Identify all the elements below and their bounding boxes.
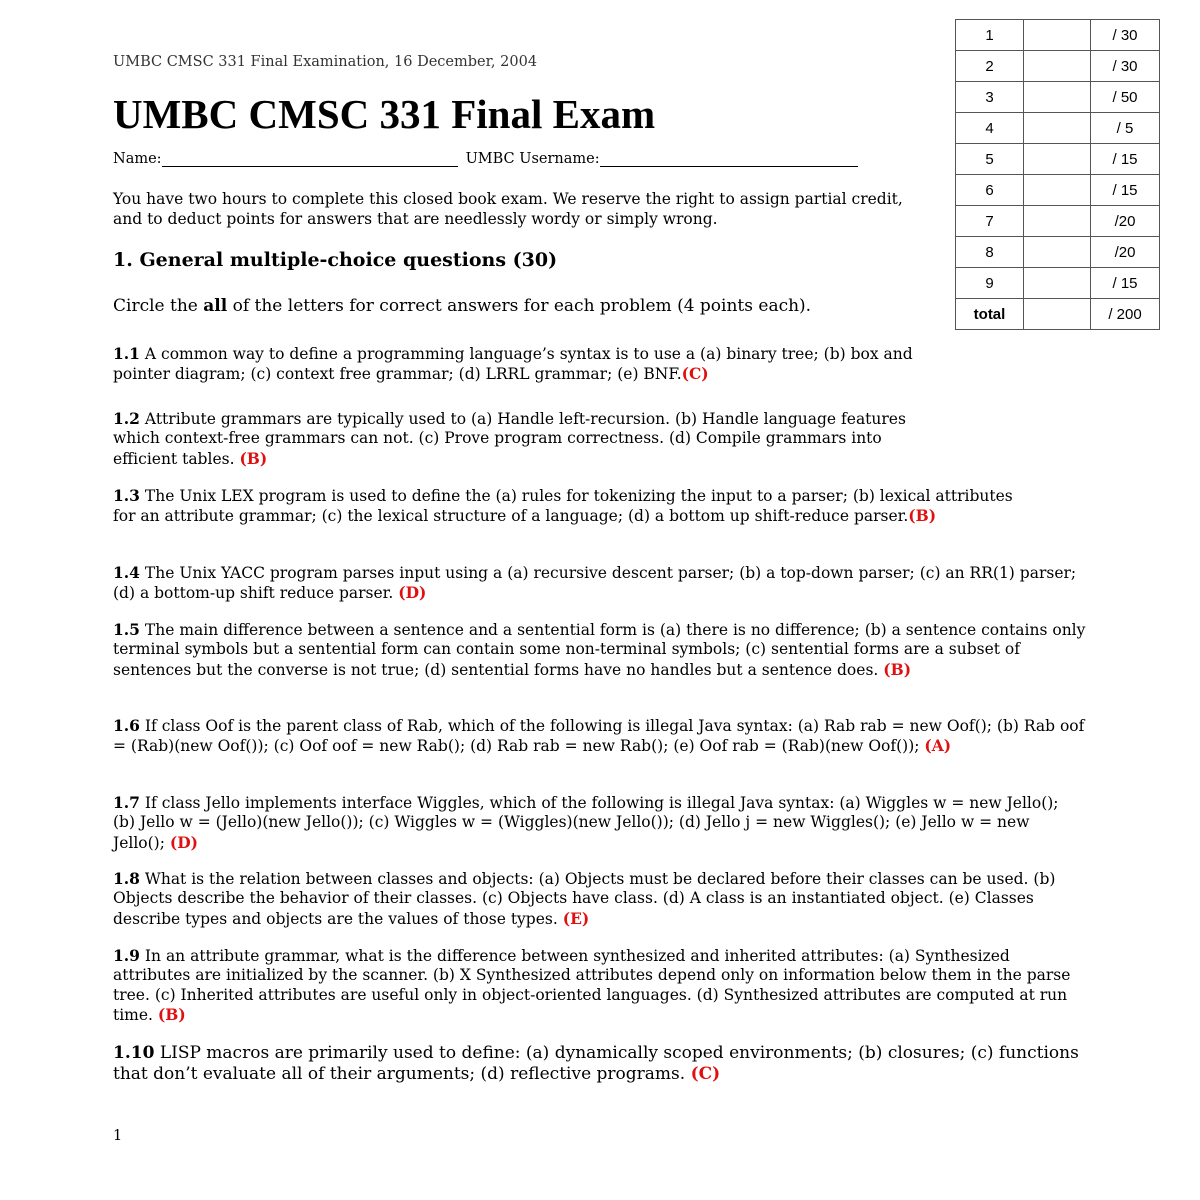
answer-mark: (A) bbox=[924, 736, 952, 756]
question-1-5: 1.5 The main difference between a sentence and a sentential form is (a) there is no difference; (b) a sentence contains only terminal symbols but a sentential form can contain some non-terminal symbols; (c) sentential forms are a subset of sentences but the converse is not true; (d) sentential forms have no handles but a sentence does. (B) bbox=[113, 620, 1086, 679]
instruction-post: of the letters for correct answers for each problem (4 points each). bbox=[227, 296, 812, 316]
max-points-cell: / 15 bbox=[1091, 144, 1160, 175]
instruction-pre: Circle the bbox=[113, 296, 204, 316]
score-entry-cell bbox=[1024, 175, 1091, 206]
score-entry-cell bbox=[1024, 206, 1091, 237]
question-number-cell: 1 bbox=[956, 20, 1024, 51]
name-blank bbox=[162, 152, 458, 167]
score-entry-cell bbox=[1024, 144, 1091, 175]
score-row bbox=[956, 299, 1160, 330]
answer-mark: (B) bbox=[157, 1004, 186, 1024]
score-row bbox=[956, 51, 1160, 82]
name-label: Name: bbox=[113, 151, 162, 167]
question-number-cell: 2 bbox=[956, 51, 1024, 82]
question-1-4: 1.4 The Unix YACC program parses input using a (a) recursive descent parser; (b) a top-down parser; (c) an RR(1) parser; (d) a bottom-up shift reduce parser. (D) bbox=[113, 563, 1077, 603]
exam-instructions: You have two hours to complete this closed book exam. We reserve the right to assign partial credit, and to deduct points for answers that are needlessly wordy or simply wrong. bbox=[113, 190, 903, 228]
question-number-cell: 5 bbox=[956, 144, 1024, 175]
question-1-10: 1.10 LISP macros are primarily used to define: (a) dynamically scoped environments; (b) closures; (c) functions that don’t evaluate all of their arguments; (d) reflective programs. (C) bbox=[113, 1043, 1079, 1084]
score-row bbox=[956, 237, 1160, 268]
score-entry-cell bbox=[1024, 51, 1091, 82]
score-row bbox=[956, 144, 1160, 175]
score-entry-cell bbox=[1024, 268, 1091, 299]
max-points-cell: / 15 bbox=[1091, 175, 1160, 206]
max-points-cell: / 200 bbox=[1091, 299, 1160, 330]
question-number-cell: 8 bbox=[956, 237, 1024, 268]
score-entry-cell bbox=[1024, 113, 1091, 144]
max-points-cell: / 30 bbox=[1091, 20, 1160, 51]
question-number-cell: 7 bbox=[956, 206, 1024, 237]
score-row bbox=[956, 82, 1160, 113]
question-1-8: 1.8 What is the relation between classes and objects: (a) Objects must be declared before their classes can be used. (b) Objects describe the behavior of their classes. (c) Objects have class. (d) A class is an instantiated object. (e) Classes describe types and objects are the values of those types. (E) bbox=[113, 869, 1056, 928]
question-1-7: 1.7 If class Jello implements interface Wiggles, which of the following is illegal Java syntax: (a) Wiggles w = new Jello(); (b) Jello w = (Jello)(new Jello()); (c) Wiggles w = (Wiggles)(new Jello()); (d) Jello j = new Wiggles(); (e) Jello w = new Jello(); (D) bbox=[113, 793, 1059, 852]
username-blank bbox=[600, 152, 858, 167]
score-row bbox=[956, 206, 1160, 237]
max-points-cell: / 5 bbox=[1091, 113, 1160, 144]
answer-mark: (B) bbox=[908, 506, 937, 526]
question-1-9: 1.9 In an attribute grammar, what is the difference between synthesized and inherited attributes: (a) Synthesized attributes are initialized by the scanner. (b) X Synthesized attributes depend only on information below them in the parse tree. (c) Inherited attributes are useful only in object-oriented languages. (d) Synthesized attributes are computed at run time. (B) bbox=[113, 946, 1071, 1024]
answer-mark: (C) bbox=[690, 1064, 721, 1084]
answer-mark: (D) bbox=[169, 832, 198, 852]
question-1-6: 1.6 If class Oof is the parent class of Rab, which of the following is illegal Java syntax: (a) Rab rab = new Oof(); (b) Rab oof = (Rab)(new Oof()); (c) Oof oof = new Rab(); (d) Rab rab = new Rab(); (e) Oof rab = (Rab)(new Oof()); (A) bbox=[113, 716, 1085, 756]
score-entry-cell bbox=[1024, 237, 1091, 268]
question-number-cell: total bbox=[956, 299, 1024, 330]
score-row bbox=[956, 113, 1160, 144]
score-row bbox=[956, 20, 1160, 51]
question-number-cell: 6 bbox=[956, 175, 1024, 206]
max-points-cell: /20 bbox=[1091, 206, 1160, 237]
instruction-bold: all bbox=[203, 296, 228, 316]
answer-mark: (B) bbox=[239, 448, 268, 468]
name-fields bbox=[113, 151, 858, 167]
question-number-cell: 4 bbox=[956, 113, 1024, 144]
score-entry-cell bbox=[1024, 82, 1091, 113]
answer-mark: (B) bbox=[883, 659, 912, 679]
score-table bbox=[955, 19, 1160, 330]
max-points-cell: / 50 bbox=[1091, 82, 1160, 113]
question-1-1: 1.1 A common way to define a programming language’s syntax is to use a (a) binary tree; (b) box and pointer diagram; (c) context free grammar; (d) LRRL grammar; (e) BNF.(C) bbox=[113, 344, 913, 384]
running-header: UMBC CMSC 331 Final Examination, 16 December, 2004 bbox=[113, 54, 538, 70]
answer-mark: (D) bbox=[398, 583, 427, 603]
max-points-cell: /20 bbox=[1091, 237, 1160, 268]
score-row bbox=[956, 175, 1160, 206]
question-1-2: 1.2 Attribute grammars are typically used to (a) Handle left-recursion. (b) Handle language features which context-free grammars can not. (c) Prove program correctness. (d) Compile grammars into efficient tables. (B) bbox=[113, 409, 906, 468]
max-points-cell: / 15 bbox=[1091, 268, 1160, 299]
page-number: 1 bbox=[113, 1128, 123, 1144]
score-entry-cell bbox=[1024, 299, 1091, 330]
question-number-cell: 9 bbox=[956, 268, 1024, 299]
exam-title: UMBC CMSC 331 Final Exam bbox=[113, 91, 656, 137]
answer-mark: (C) bbox=[681, 364, 709, 384]
max-points-cell: / 30 bbox=[1091, 51, 1160, 82]
score-entry-cell bbox=[1024, 20, 1091, 51]
username-label: UMBC Username: bbox=[465, 151, 600, 167]
section-instruction bbox=[113, 296, 811, 316]
question-number-cell: 3 bbox=[956, 82, 1024, 113]
answer-mark: (E) bbox=[562, 908, 590, 928]
score-row bbox=[956, 268, 1160, 299]
section-heading: 1. General multiple-choice questions (30) bbox=[113, 249, 558, 271]
question-1-3: 1.3 The Unix LEX program is used to define the (a) rules for tokenizing the input to a parser; (b) lexical attributes for an attribute grammar; (c) the lexical structure of a language; (d) a bottom up shift-reduce parser.(B) bbox=[113, 486, 1013, 526]
